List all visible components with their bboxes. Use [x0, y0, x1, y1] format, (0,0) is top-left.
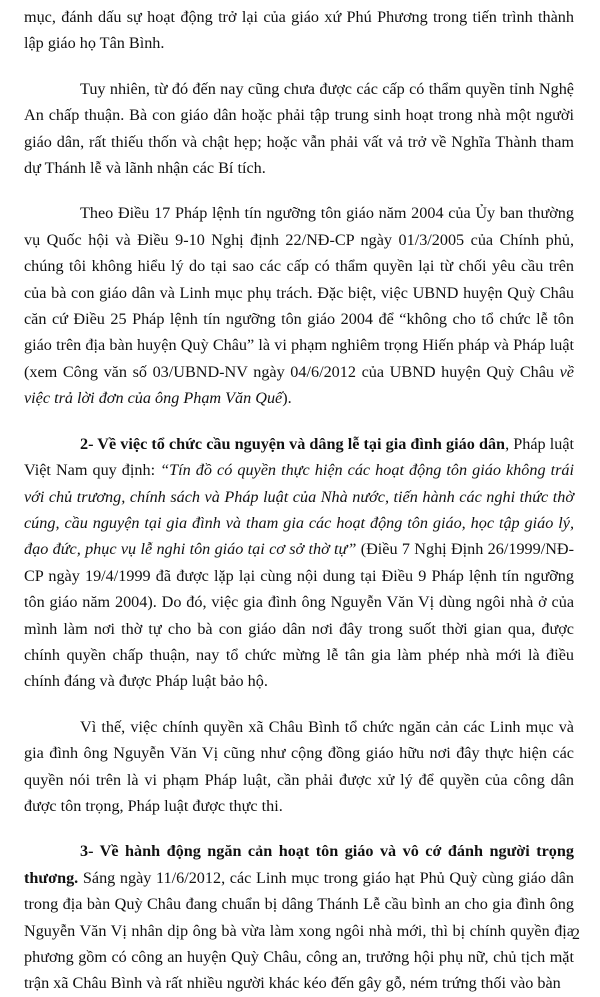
page-number: 2 — [572, 926, 580, 943]
paragraph-5: Vì thế, việc chính quyền xã Châu Bình tổ chức ngăn cản các Linh mục và gia đình ông Nguyễn Văn Vị cũng như cộng đồng giáo hữu nơi đây thực hiện các quyền nói trên là vi phạm Pháp luật, cần phải được xử lý để quyền của công dân được tôn trọng, Pháp luật được thực thi. — [24, 717, 574, 815]
paragraph-6-text: Sáng ngày 11/6/2012, các Linh mục trong giáo hạt Phủ Quỳ cùng giáo dân trong địa bàn Quỳ Châu đang chuẩn bị dâng Thánh Lễ cầu bình an cho gia đình ông Nguyễn Văn Vị nhân dịp ông bà vừa làm xong ngôi nhà mới, thì bị chính quyền địa phương gồm có công an huyện Quỳ Châu, công an, trưởng hội phụ nữ, chủ tịch mặt trận xã Châu Bình và rất nhiều người khác kéo đến gây gỗ, ném trứng thối vào bàn — [24, 868, 574, 993]
paragraph-2: Tuy nhiên, từ đó đến nay cũng chưa được các cấp có thẩm quyền tỉnh Nghệ An chấp thuận. Bà con giáo dân hoặc phải tập trung sinh hoạt trong nhà một người giáo dân, rất thiếu thốn và chật hẹp; hoặc vẫn phải vất vả trở về Nghĩa Thành tham dự Thánh lễ và lãnh nhận các Bí tích. — [24, 79, 574, 178]
paragraph-4 — [24, 431, 574, 695]
section-3-heading: 3- Về hành động ngăn cản hoạt tôn giáo và vô cớ đánh người trọng thương. — [24, 842, 574, 887]
paragraph-3-end: ). — [282, 389, 292, 408]
paragraph-4-text-1: , Pháp luật Việt Nam quy định: — [24, 434, 574, 480]
paragraph-4-text-2: (Điều 7 Nghị Định 26/1999/NĐ-CP ngày 19/4/1999 đã được lặp lại cùng nội dung tại Điều 9 Pháp lệnh tín ngưỡng tôn giáo năm 2004). Do đó, việc gia đình ông Nguyễn Văn Vị dùng ngôi nhà ở của mình làm nơi thờ tự cho bà con giáo dân nơi đây trong suốt thời gian qua, được chính quyền chấp thuận, nay tổ chức mừng lễ tân gia làm phép nhà mới là điều chính đáng và được Pháp luật bảo hộ. — [24, 540, 575, 691]
section-2-heading: 2- Về việc tổ chức cầu nguyện và dâng lễ tại gia đình giáo dân — [80, 434, 506, 453]
paragraph-6 — [24, 838, 574, 996]
paragraph-3-text: Theo Điều 17 Pháp lệnh tín ngưỡng tôn giáo năm 2004 của Ủy ban thường vụ Quốc hội và Điều 9-10 Nghị định 22/NĐ-CP ngày 01/3/2005 của Chính phủ, chúng tôi không hiểu lý do tại sao các cấp có thẩm quyền lại từ chối yêu cầu trên của bà con giáo dân và Linh mục phụ trách. Đặc biệt, việc UBND huyện Quỳ Châu căn cứ Điều 25 Pháp lệnh tín ngưỡng tôn giáo 2004 để “không cho tổ chức lễ tôn giáo trên địa bàn huyện Quỳ Châu” là vi phạm nghiêm trọng Hiến pháp và Pháp luật (xem Công văn số 03/UBND-NV ngày 04/6/2012 của UBND huyện Quỳ Châu — [24, 204, 574, 381]
paragraph-3 — [24, 200, 574, 411]
paragraph-1: mục, đánh dấu sự hoạt động trở lại của giáo xứ Phú Phương trong tiến trình thành lập giáo họ Tân Bình. — [24, 8, 574, 53]
paragraph-3-italic: về việc trả lời đơn của ông Phạm Văn Quế — [24, 362, 574, 408]
paragraph-4-quote: “Tín đồ có quyền thực hiện các hoạt động tôn giáo không trái với chủ trương, chính sách và Pháp luật của Nhà nước, tiến hành các nghi thức thờ cúng, cầu nguyện tại gia đình và tham gia các hoạt động tôn giáo, học tập giáo lý, đạo đức, phục vụ lễ nghi tôn giáo tại cơ sở thờ tự” — [24, 461, 575, 559]
